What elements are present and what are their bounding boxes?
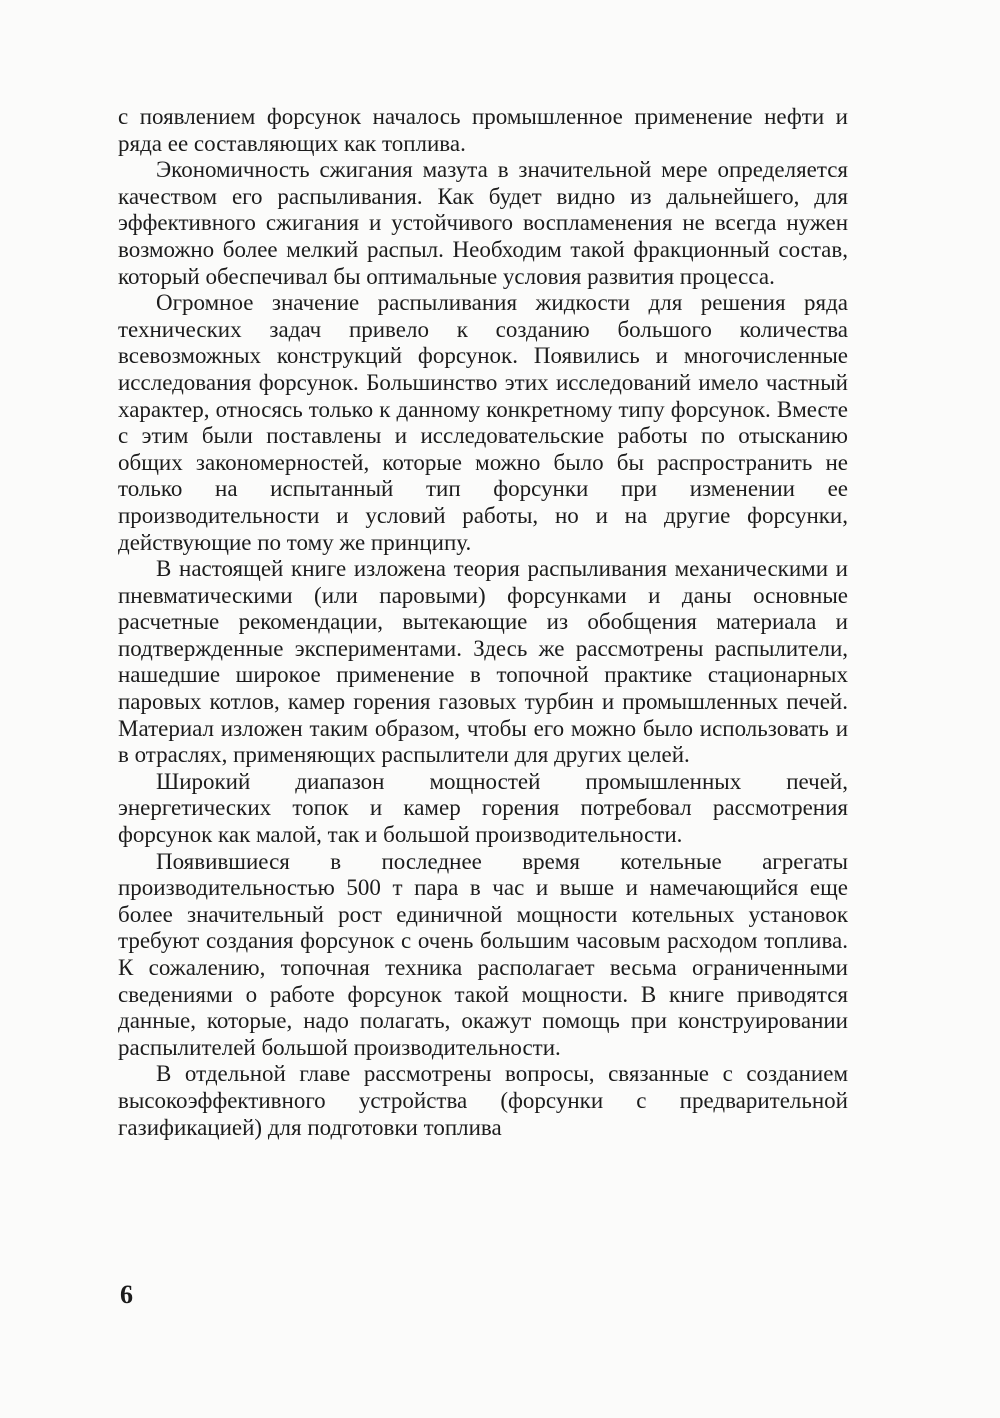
paragraph-6: Появившиеся в последнее время котельные агрегаты производительностью 500 т пара в час и выше и намечающийся еще более значительный рост единичной мощности котельных установок требуют создания форсунок с очень большим часовым расходом топлива. К сожалению, топочная техника располагает весьма ограниченными сведениями о работе форсунок такой мощности. В книге приводятся данные, которые, надо полагать, окажут помощь при конструировании распылителей большой производительности. <box>118 848 848 1060</box>
paragraph-4: В настоящей книге изложена теория распыливания механическими и пневматическими (или паровыми) форсунками и даны основные расчетные рекомендации, вытекающие из обобщения материала и подтвержденные экспериментами. Здесь же рассмотрены распылители, нашедшие широкое применение в топочной практике стационарных паровых котлов, камер горения газовых турбин и промышленных печей. Материал изложен таким образом, чтобы его можно было использовать и в отраслях, применяющих распылители для других целей. <box>118 556 848 768</box>
page-number: 6 <box>120 1280 133 1309</box>
paragraph-7: В отдельной главе рассмотрены вопросы, связанные с созданием высокоэффективного устройства (форсунки с предварительной газификацией) для подготовки топлива <box>118 1061 848 1140</box>
paragraph-1: с появлением форсунок началось промышленное применение нефти и ряда ее составляющих как топлива. <box>118 104 848 156</box>
body-text <box>118 104 848 1141</box>
paragraph-3: Огромное значение распыливания жидкости для решения ряда технических задач привело к созданию большого количества всевозможных конструкций форсунок. Появились и многочисленные исследования форсунок. Большинство этих исследований имело частный характер, относясь только к данному конкретному типу форсунок. Вместе с этим были поставлены и исследовательские работы по отысканию общих закономерностей, которые можно было бы распространить не только на испытанный тип форсунки при изменении ее производительности и условий работы, но и на другие форсунки, действующие по тому же принципу. <box>118 290 848 555</box>
paragraph-2: Экономичность сжигания мазута в значительной мере определяется качеством его распыливания. Как будет видно из дальнейшего, для эффективного сжигания и устойчивого воспламенения не всегда нужен возможно более мелкий распыл. Необходим такой фракционный состав, который обеспечивал бы оптимальные условия развития процесса. <box>118 157 848 289</box>
paragraph-5: Широкий диапазон мощностей промышленных печей, энергетических топок и камер горения потребовал рассмотрения форсунок как малой, так и большой производительности. <box>118 768 848 848</box>
